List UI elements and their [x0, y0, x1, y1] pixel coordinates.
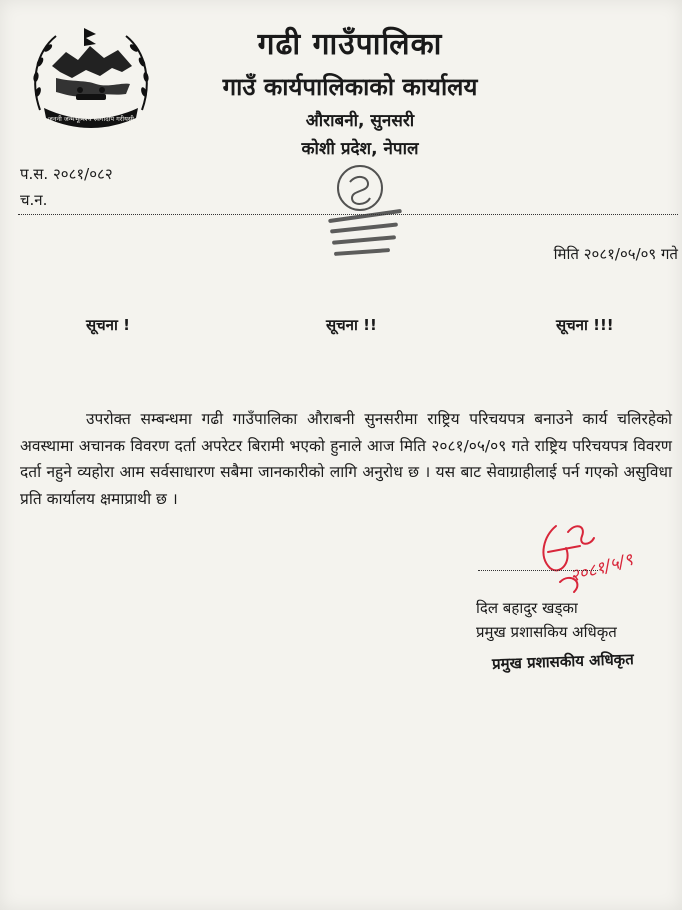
office-seal-icon	[308, 152, 438, 268]
signature-date: २०८१/५/९	[567, 549, 636, 587]
signatory-name: दिल बहादुर खड्का	[476, 599, 578, 617]
designation-stamp: प्रमुख प्रशासकीय अधिकृत	[491, 650, 635, 673]
emblem-motto: जननी जन्मभूमिश्च स्वर्गादपि गरीयसी	[48, 115, 134, 123]
header-divider	[18, 214, 678, 215]
letter-date: मिति २०८१/०५/०९ गते	[553, 245, 678, 263]
signature-line	[478, 570, 598, 571]
office-address: औराबनी, सुनसरी	[305, 111, 415, 131]
municipality-title: गढी गाउँपालिका	[257, 27, 443, 62]
reference-number: प.स. २०८१/०८२	[20, 165, 113, 183]
office-province: कोशी प्रदेश, नेपाल	[301, 139, 419, 159]
notice-heading-1: सूचना !	[86, 316, 130, 334]
notice-body: उपरोक्त सम्बन्धमा गढी गाउँपालिका औराबनी सुनसरीमा राष्ट्रिय परिचयपत्र बनाउने कार्य चलिरहेको अवस्थामा अचानक विवरण दर्ता अपरेटर बिरामी भएको हुनाले आज मिति २०८१/०५/०९ गते राष्ट्रिय परिचयपत्र विवरण दर्ता नहुने व्यहोरा आम सर्वसाधारण सबैमा जानकारीको लागि अनुरोध छ । यस बाट सेवाग्राहीलाई पर्न गएको असुविधा प्रति कार्यालय क्षमाप्राथी छ ।	[20, 410, 672, 508]
handwritten-signature-icon	[520, 512, 660, 598]
notice-heading-2: सूचना !!	[326, 316, 377, 334]
office-subtitle: गाउँ कार्यपालिकाको कार्यालय	[222, 73, 478, 101]
signatory-designation: प्रमुख प्रशासकिय अधिकृत	[476, 623, 617, 641]
dispatch-number: च.न.	[20, 191, 48, 209]
notice-heading-3: सूचना !!!	[556, 316, 614, 334]
